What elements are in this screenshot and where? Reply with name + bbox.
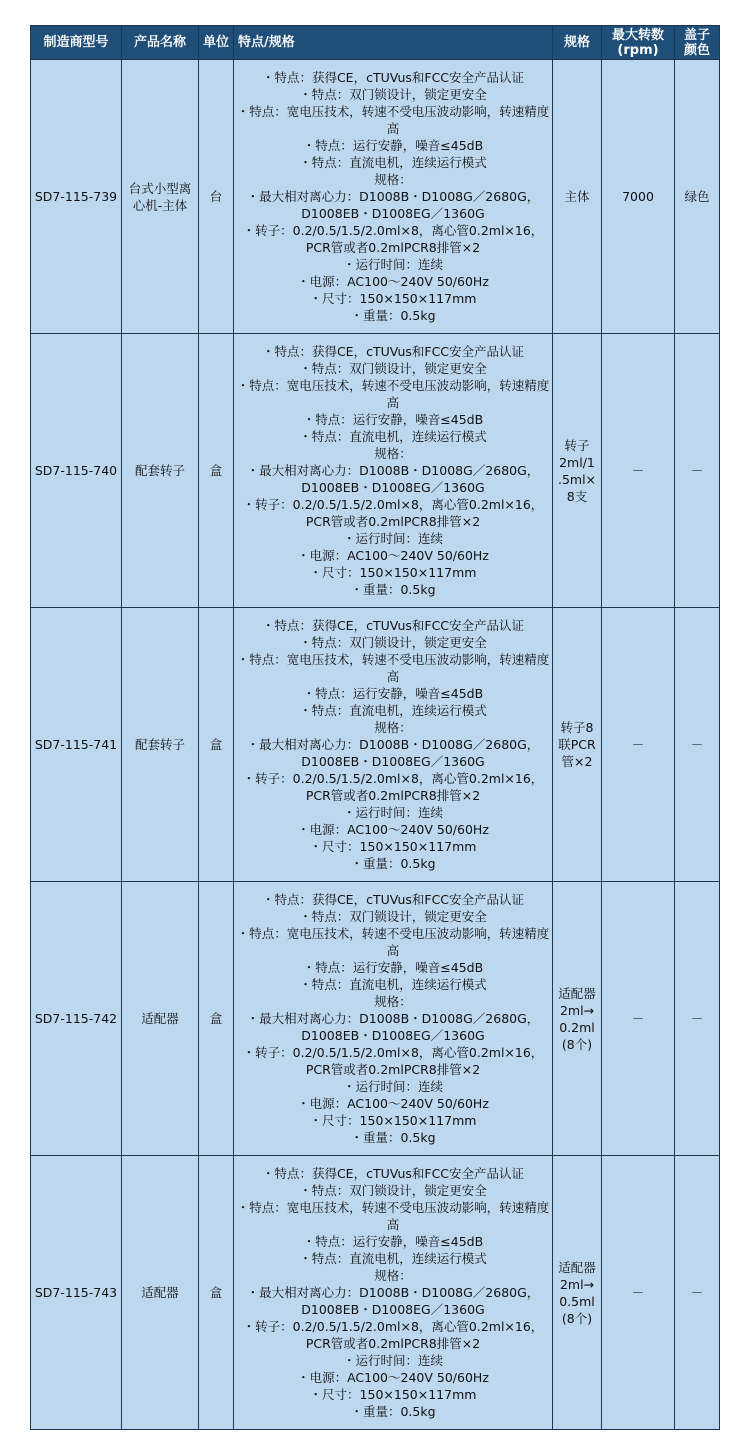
feature-line: ・特点：获得CE，cTUVus和FCC安全产品认证 — [261, 344, 525, 359]
spec-cell — [553, 882, 602, 1156]
feature-line: ・尺寸：150×150×117mm — [309, 1113, 477, 1128]
feature-line: ・尺寸：150×150×117mm — [309, 839, 477, 854]
feature-line: ・重量：0.5kg — [350, 582, 436, 597]
feature-line: ・重量：0.5kg — [350, 1404, 436, 1419]
feature-line: ・尺寸：150×150×117mm — [309, 1387, 477, 1402]
spec-cell — [553, 60, 602, 334]
cap-color-cell: － — [675, 334, 720, 608]
feature-line: ・特点：直流电机，连续运行模式 — [299, 703, 487, 718]
spec-line: 转子8 — [560, 720, 594, 735]
cap-color-cell: － — [675, 608, 720, 882]
feature-line: ・特点：宽电压技术，转速不受电压波动影响，转速精度高 — [236, 1200, 550, 1232]
spec-line: 2ml→ — [559, 1276, 595, 1292]
features-cell — [234, 608, 553, 882]
header-speed: 最大转数 (rpm) — [602, 26, 675, 60]
feature-line: ・特点：双门锁设计，锁定更安全 — [299, 1183, 487, 1198]
header-cap-color: 盖子 颜色 — [675, 26, 720, 60]
feature-line: ・重量：0.5kg — [350, 1130, 436, 1145]
feature-line: ・电源：AC100～240V 50/60Hz — [297, 274, 489, 289]
feature-line: ・最大相对离心力：D1008B・D1008G／2680G，D1008EB・D1008EG／1360G — [246, 737, 540, 769]
spec-line: 适配器 — [558, 985, 596, 1001]
feature-line: ・特点：直流电机，连续运行模式 — [299, 429, 487, 444]
feature-line: ・转子：0.2/0.5/1.5/2.0ml×8，离心管0.2ml×16，PCR管或者0.2mlPCR8排管×2 — [242, 1319, 544, 1351]
feature-line: 规格： — [374, 720, 412, 735]
header-name: 产品名称 — [122, 26, 199, 60]
features-cell — [234, 1156, 553, 1430]
feature-line: ・最大相对离心力：D1008B・D1008G／2680G，D1008EB・D1008EG／1360G — [246, 1011, 540, 1043]
feature-line: ・电源：AC100～240V 50/60Hz — [297, 548, 489, 563]
spec-line: 管×2 — [561, 754, 593, 769]
header-unit: 单位 — [199, 26, 234, 60]
feature-line: ・特点：运行安静，噪音≤45dB — [302, 1234, 484, 1249]
feature-line: ・运行时间：连续 — [342, 531, 443, 546]
spec-line: 适配器 — [558, 1259, 596, 1275]
feature-line: ・特点：直流电机，连续运行模式 — [299, 977, 487, 992]
product-spec-table — [30, 25, 720, 1430]
feature-line: ・电源：AC100～240V 50/60Hz — [297, 1370, 489, 1385]
feature-line: ・特点：获得CE，cTUVus和FCC安全产品认证 — [261, 892, 525, 907]
feature-line: ・尺寸：150×150×117mm — [309, 565, 477, 580]
product-name-cell: 适配器 — [122, 1156, 199, 1430]
feature-line: ・特点：宽电压技术，转速不受电压波动影响，转速精度高 — [236, 378, 550, 410]
feature-line: ・特点：获得CE，cTUVus和FCC安全产品认证 — [261, 70, 525, 85]
feature-line: ・特点：运行安静，噪音≤45dB — [302, 412, 484, 427]
feature-line: 规格： — [374, 172, 412, 187]
feature-line: ・运行时间：连续 — [342, 1353, 443, 1368]
feature-line: ・特点：获得CE，cTUVus和FCC安全产品认证 — [261, 1166, 525, 1181]
model-cell: SD7-115-739 — [31, 60, 122, 334]
table-row — [31, 1156, 720, 1430]
feature-line: ・特点：宽电压技术，转速不受电压波动影响，转速精度高 — [236, 652, 550, 684]
feature-line: 规格： — [374, 1268, 412, 1283]
feature-line: 规格： — [374, 446, 412, 461]
spec-line: (8个) — [561, 1036, 593, 1052]
feature-line: ・转子：0.2/0.5/1.5/2.0ml×8，离心管0.2ml×16，PCR管或者0.2mlPCR8排管×2 — [242, 497, 544, 529]
table-row — [31, 60, 720, 334]
table-row — [31, 882, 720, 1156]
header-model: 制造商型号 — [31, 26, 122, 60]
model-cell: SD7-115-743 — [31, 1156, 122, 1430]
model-cell: SD7-115-742 — [31, 882, 122, 1156]
feature-line: 规格： — [374, 994, 412, 1009]
spec-line: 8支 — [566, 488, 588, 504]
feature-line: ・特点：双门锁设计，锁定更安全 — [299, 635, 487, 650]
table-row — [31, 334, 720, 608]
max-speed-cell: － — [602, 882, 675, 1156]
feature-line: ・特点：运行安静，噪音≤45dB — [302, 138, 484, 153]
feature-line: ・电源：AC100～240V 50/60Hz — [297, 1096, 489, 1111]
product-name-cell: 配套转子 — [122, 608, 199, 882]
features-cell — [234, 60, 553, 334]
feature-line: ・最大相对离心力：D1008B・D1008G／2680G，D1008EB・D1008EG／1360G — [246, 189, 540, 221]
model-cell: SD7-115-740 — [31, 334, 122, 608]
feature-line: ・特点：运行安静，噪音≤45dB — [302, 686, 484, 701]
header-features: 特点/规格 — [234, 26, 553, 60]
feature-line: ・特点：双门锁设计，锁定更安全 — [299, 87, 487, 102]
features-cell — [234, 334, 553, 608]
feature-line: ・运行时间：连续 — [342, 257, 443, 272]
unit-cell: 台 — [199, 60, 234, 334]
table-row — [31, 608, 720, 882]
spec-line: 0.5ml — [559, 1293, 595, 1309]
spec-line: 2ml/1 — [559, 454, 595, 470]
header-spec: 规格 — [553, 26, 602, 60]
unit-cell: 盒 — [199, 334, 234, 608]
feature-line: ・重量：0.5kg — [350, 308, 436, 323]
feature-line: ・特点：运行安静，噪音≤45dB — [302, 960, 484, 975]
model-cell: SD7-115-741 — [31, 608, 122, 882]
product-name-cell: 配套转子 — [122, 334, 199, 608]
feature-line: ・特点：宽电压技术，转速不受电压波动影响，转速精度高 — [236, 104, 550, 136]
feature-line: ・最大相对离心力：D1008B・D1008G／2680G，D1008EB・D1008EG／1360G — [246, 463, 540, 495]
spec-cell — [553, 1156, 602, 1430]
max-speed-cell: － — [602, 608, 675, 882]
feature-line: ・运行时间：连续 — [342, 805, 443, 820]
header-row — [31, 26, 720, 60]
max-speed-cell: 7000 — [602, 60, 675, 334]
feature-line: ・电源：AC100～240V 50/60Hz — [297, 822, 489, 837]
spec-line: 2ml→ — [559, 1002, 595, 1018]
spec-line: 0.2ml — [559, 1019, 595, 1035]
feature-line: ・尺寸：150×150×117mm — [309, 291, 477, 306]
spec-cell — [553, 608, 602, 882]
product-name-cell: 适配器 — [122, 882, 199, 1156]
max-speed-cell: － — [602, 1156, 675, 1430]
unit-cell: 盒 — [199, 608, 234, 882]
feature-line: ・运行时间：连续 — [342, 1079, 443, 1094]
feature-line: ・特点：直流电机，连续运行模式 — [299, 1251, 487, 1266]
feature-line: ・转子：0.2/0.5/1.5/2.0ml×8，离心管0.2ml×16，PCR管或者0.2mlPCR8排管×2 — [242, 771, 544, 803]
feature-line: ・特点：获得CE，cTUVus和FCC安全产品认证 — [261, 618, 525, 633]
spec-line: 主体 — [564, 189, 590, 204]
spec-line: .5ml× — [557, 471, 597, 487]
feature-line: ・特点：双门锁设计，锁定更安全 — [299, 909, 487, 924]
features-cell — [234, 882, 553, 1156]
spec-line: (8个) — [561, 1310, 593, 1326]
cap-color-cell: 绿色 — [675, 60, 720, 334]
feature-line: ・特点：直流电机，连续运行模式 — [299, 155, 487, 170]
feature-line: ・转子：0.2/0.5/1.5/2.0ml×8，离心管0.2ml×16，PCR管或者0.2mlPCR8排管×2 — [242, 1045, 544, 1077]
feature-line: ・特点：双门锁设计，锁定更安全 — [299, 361, 487, 376]
spec-cell — [553, 334, 602, 608]
feature-line: ・最大相对离心力：D1008B・D1008G／2680G，D1008EB・D1008EG／1360G — [246, 1285, 540, 1317]
feature-line: ・特点：宽电压技术，转速不受电压波动影响，转速精度高 — [236, 926, 550, 958]
unit-cell: 盒 — [199, 882, 234, 1156]
cap-color-cell: － — [675, 1156, 720, 1430]
cap-color-cell: － — [675, 882, 720, 1156]
product-name-cell: 台式小型离心机-主体 — [122, 60, 199, 334]
feature-line: ・重量：0.5kg — [350, 856, 436, 871]
spec-line: 联PCR — [558, 737, 596, 752]
unit-cell: 盒 — [199, 1156, 234, 1430]
feature-line: ・转子：0.2/0.5/1.5/2.0ml×8，离心管0.2ml×16，PCR管或者0.2mlPCR8排管×2 — [242, 223, 544, 255]
max-speed-cell: － — [602, 334, 675, 608]
spec-line: 转子 — [564, 437, 590, 453]
